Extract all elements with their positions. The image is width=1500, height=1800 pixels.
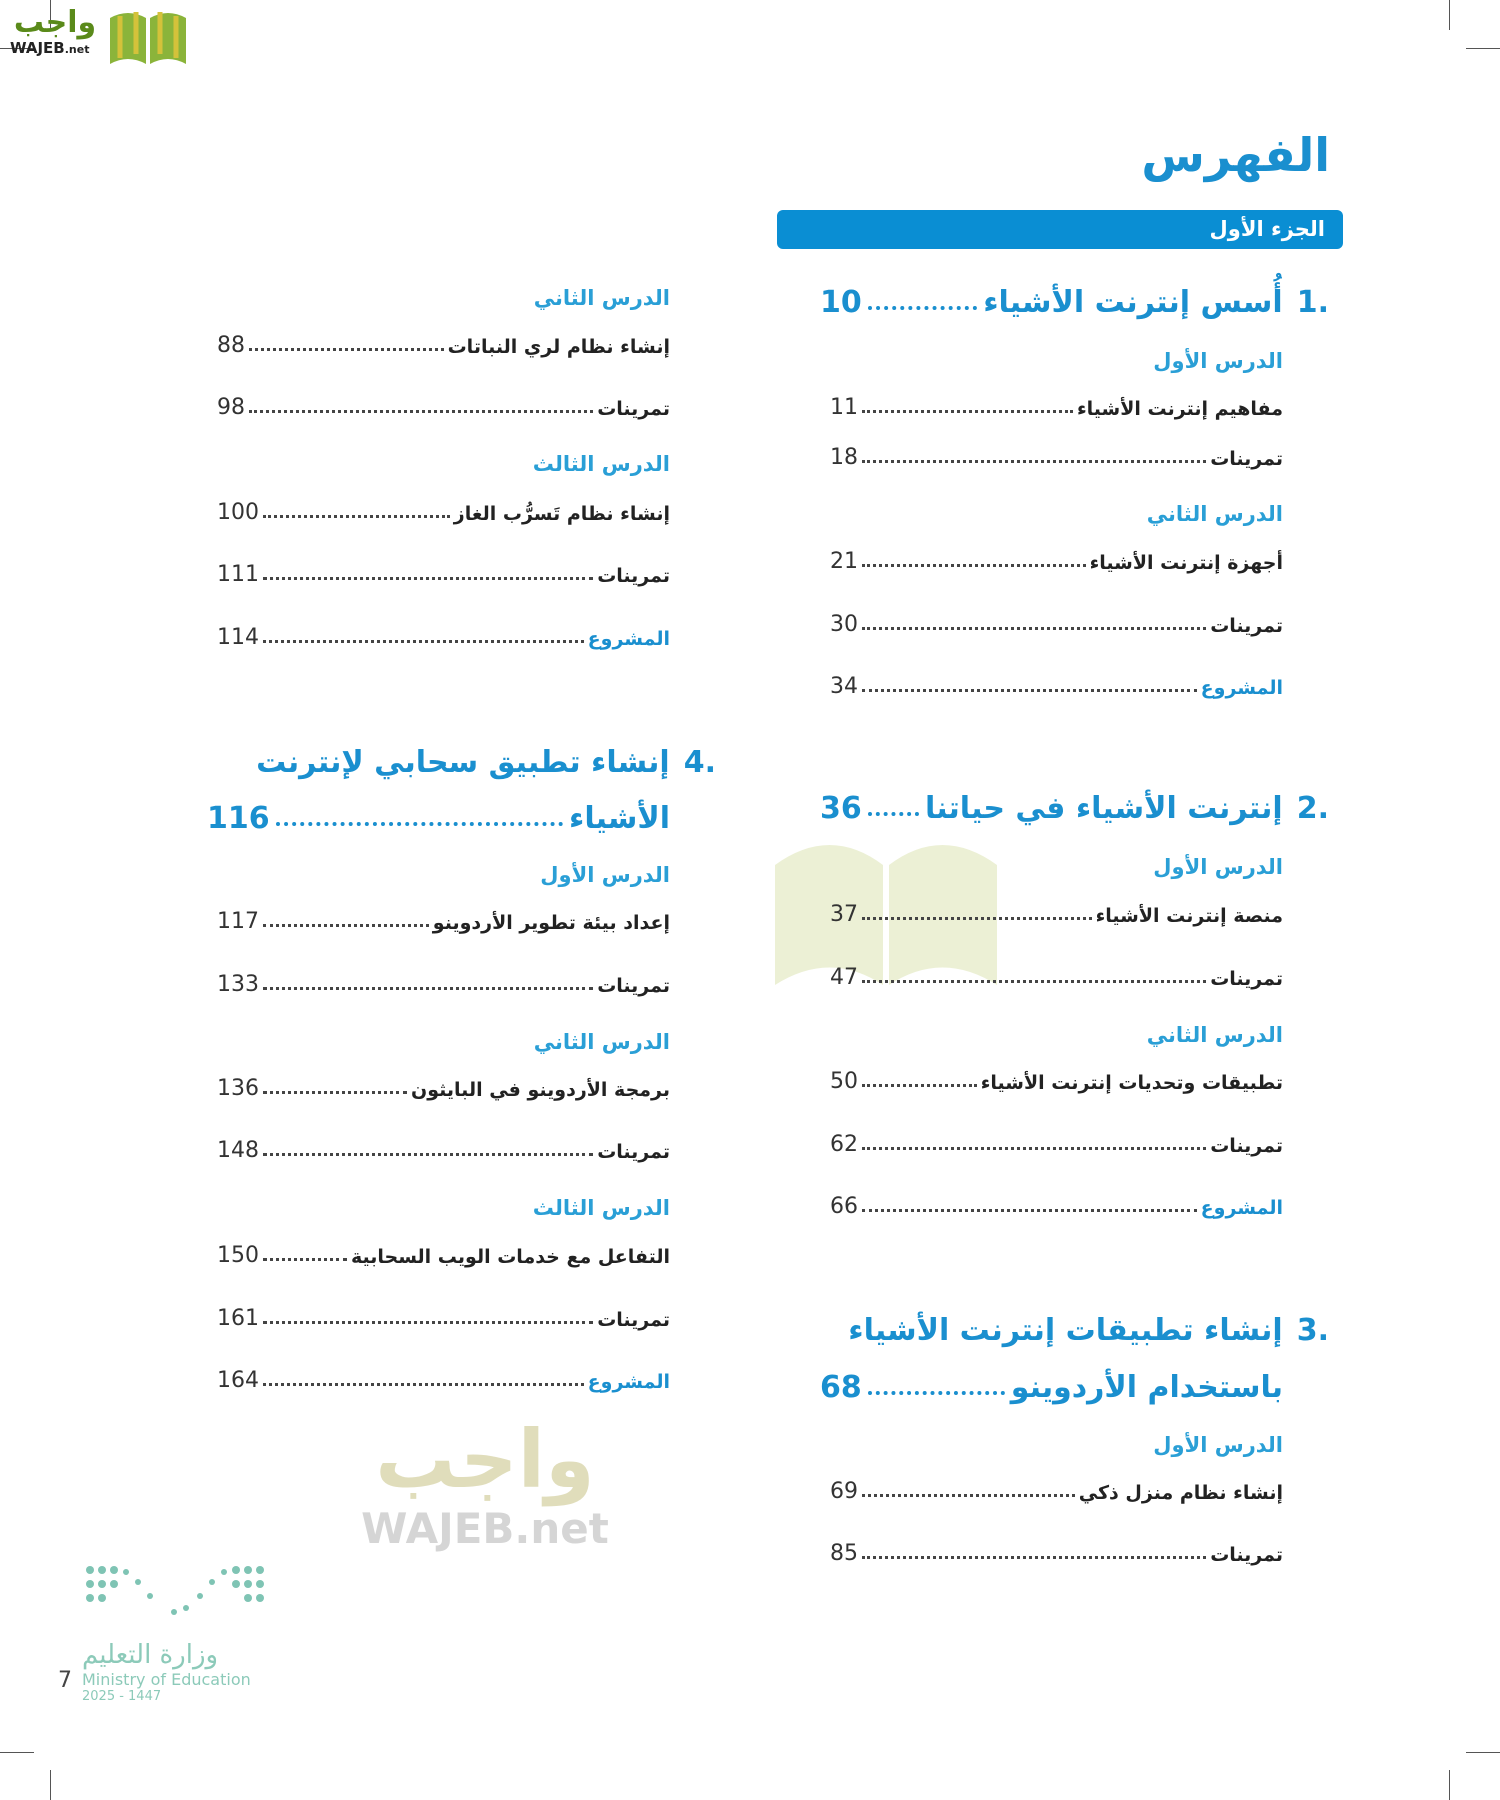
leader-dots	[862, 1147, 1206, 1150]
entry-page: 85	[830, 1541, 858, 1566]
entry-page: 21	[830, 549, 858, 574]
leader-dots	[862, 689, 1197, 692]
entry-title: المشروع	[1200, 1197, 1283, 1219]
entry-page: 11	[830, 395, 858, 420]
entry-title: المشروع	[1200, 677, 1283, 699]
entry-page: 88	[217, 333, 245, 358]
ministry-name: وزارة التعليم Ministry of Education 2025 - 1447	[82, 1640, 251, 1704]
toc-entry[interactable]	[830, 895, 1283, 927]
chapter-title: أُسس إنترنت الأشياء	[983, 285, 1283, 320]
toc-entry[interactable]	[830, 388, 1283, 420]
entry-title: منصة إنترنت الأشياء	[1095, 905, 1283, 927]
chapter-page: 36	[820, 791, 862, 826]
leader-dots	[249, 410, 593, 413]
chapter-number: 1.	[1296, 285, 1329, 320]
lesson-heading: الدرس الثاني	[533, 1030, 670, 1054]
toc-entry[interactable]	[830, 1125, 1283, 1157]
lesson-heading: الدرس الأول	[1153, 349, 1283, 373]
leader-dots	[263, 640, 584, 643]
page-number: 7	[58, 1668, 72, 1693]
crop-mark	[1466, 48, 1500, 49]
entry-page: 66	[830, 1194, 858, 1219]
chapter-page: 68	[820, 1370, 862, 1405]
lesson-heading: الدرس الأول	[540, 863, 670, 887]
lesson-heading: الدرس الثاني	[1146, 1023, 1283, 1047]
leader-dots	[862, 564, 1086, 567]
entry-title: تمرينات	[1210, 1544, 1283, 1566]
leader-dots	[263, 1258, 347, 1261]
project-entry[interactable]	[217, 1361, 670, 1393]
toc-entry[interactable]	[830, 1062, 1283, 1094]
crop-mark	[1449, 1770, 1450, 1800]
chapter-heading[interactable]	[820, 1361, 1283, 1405]
leader-dots	[263, 1383, 584, 1386]
chapter-heading[interactable]	[820, 276, 1329, 320]
toc-entry[interactable]	[217, 1069, 670, 1101]
toc-entry[interactable]	[830, 958, 1283, 990]
entry-title: تمرينات	[597, 398, 670, 420]
leader-dots	[862, 1209, 1197, 1212]
leader-dots	[868, 1391, 1005, 1395]
entry-page: 161	[217, 1306, 259, 1331]
leader-dots	[862, 1556, 1206, 1559]
toc-entry[interactable]	[217, 1131, 670, 1163]
chapter-page: 10	[820, 285, 862, 320]
entry-page: 136	[217, 1076, 259, 1101]
page-title: الفهرس	[1141, 128, 1330, 182]
toc-entry[interactable]	[830, 438, 1283, 470]
chapter-number: 3.	[1296, 1313, 1329, 1348]
leader-dots	[263, 1091, 407, 1094]
entry-title: تطبيقات وتحديات إنترنت الأشياء	[980, 1072, 1283, 1094]
entry-title: تمرينات	[597, 1309, 670, 1331]
chapter-title-line1: إنشاء تطبيقات إنترنت الأشياء	[848, 1313, 1283, 1348]
chapter-heading[interactable]	[820, 782, 1329, 826]
toc-entry[interactable]	[217, 493, 670, 525]
leader-dots	[862, 627, 1206, 630]
entry-title: مفاهيم إنترنت الأشياء	[1076, 398, 1283, 420]
crop-mark	[1449, 0, 1450, 30]
lesson-heading: الدرس الثاني	[1146, 502, 1283, 526]
entry-page: 47	[830, 965, 858, 990]
entry-title: تمرينات	[1210, 1135, 1283, 1157]
entry-page: 111	[217, 562, 259, 587]
leader-dots	[862, 1084, 977, 1087]
leader-dots	[263, 924, 429, 927]
entry-title: تمرينات	[597, 1141, 670, 1163]
entry-title: تمرينات	[1210, 615, 1283, 637]
toc-entry[interactable]	[217, 1299, 670, 1331]
entry-page: 50	[830, 1069, 858, 1094]
entry-page: 117	[217, 909, 259, 934]
entry-page: 133	[217, 972, 259, 997]
entry-title: إنشاء نظام لري النباتات	[447, 336, 670, 358]
entry-page: 98	[217, 395, 245, 420]
leader-dots	[868, 306, 977, 310]
book-logo-icon	[106, 4, 190, 66]
toc-entry[interactable]	[217, 555, 670, 587]
entry-title: تمرينات	[597, 975, 670, 997]
entry-title: تمرينات	[1210, 448, 1283, 470]
entry-page: 34	[830, 674, 858, 699]
entry-page: 150	[217, 1243, 259, 1268]
toc-entry[interactable]	[217, 388, 670, 420]
toc-entry[interactable]	[830, 542, 1283, 574]
entry-title: تمرينات	[1210, 968, 1283, 990]
chapter-title-line2: باستخدام الأردوينو	[1010, 1370, 1283, 1405]
chapter-page: 116	[207, 801, 270, 836]
leader-dots	[263, 1153, 593, 1156]
crop-mark	[1466, 1752, 1500, 1753]
leader-dots	[862, 410, 1073, 413]
leader-dots	[862, 460, 1206, 463]
project-entry[interactable]	[830, 667, 1283, 699]
leader-dots	[263, 1321, 593, 1324]
entry-title: تمرينات	[597, 565, 670, 587]
entry-page: 18	[830, 445, 858, 470]
entry-page: 164	[217, 1368, 259, 1393]
wajeb-logo[interactable]: واجب WAJEB.net	[10, 5, 97, 57]
crop-mark	[0, 1752, 34, 1753]
lesson-heading: الدرس الأول	[1153, 1433, 1283, 1457]
toc-entry[interactable]	[830, 1534, 1283, 1566]
leader-dots	[249, 348, 444, 351]
leader-dots	[263, 987, 593, 990]
toc-entry[interactable]	[830, 1472, 1283, 1504]
toc-entry[interactable]	[217, 902, 670, 934]
chapter-title: إنترنت الأشياء في حياتنا	[925, 791, 1283, 826]
lesson-heading: الدرس الثالث	[532, 1196, 670, 1220]
lesson-heading: الدرس الثالث	[532, 452, 670, 476]
entry-page: 62	[830, 1132, 858, 1157]
leader-dots	[868, 812, 919, 816]
part-banner: الجزء الأول	[777, 210, 1343, 249]
entry-page: 148	[217, 1138, 259, 1163]
entry-title: برمجة الأردوينو في البايثون	[411, 1079, 670, 1101]
toc-entry[interactable]	[217, 965, 670, 997]
chapter-heading[interactable]	[207, 736, 716, 780]
leader-dots	[862, 1494, 1075, 1497]
leader-dots	[263, 577, 593, 580]
entry-title: التفاعل مع خدمات الويب السحابية	[350, 1246, 670, 1268]
crop-mark	[50, 1770, 51, 1800]
entry-page: 114	[217, 625, 259, 650]
entry-title: إنشاء نظام تَسرُّب الغاز	[453, 503, 670, 525]
entry-title: المشروع	[587, 1371, 670, 1393]
toc-entry[interactable]	[830, 605, 1283, 637]
leader-dots	[862, 980, 1206, 983]
leader-dots	[862, 917, 1092, 920]
project-entry[interactable]	[830, 1187, 1283, 1219]
entry-title: إعداد بيئة تطوير الأردوينو	[432, 912, 670, 934]
leader-dots	[263, 515, 450, 518]
chapter-title-line1: إنشاء تطبيق سحابي لإنترنت	[256, 745, 670, 780]
entry-page: 37	[830, 902, 858, 927]
project-entry[interactable]	[217, 618, 670, 650]
entry-title: أجهزة إنترنت الأشياء	[1089, 552, 1283, 574]
ministry-logo-icon	[84, 1562, 266, 1626]
lesson-heading: الدرس الثاني	[533, 286, 670, 310]
lesson-heading: الدرس الأول	[1153, 855, 1283, 879]
chapter-number: 2.	[1296, 791, 1329, 826]
chapter-number: 4.	[683, 745, 716, 780]
entry-page: 30	[830, 612, 858, 637]
entry-title: المشروع	[587, 628, 670, 650]
toc-entry[interactable]	[217, 1236, 670, 1268]
toc-entry[interactable]	[217, 326, 670, 358]
chapter-heading[interactable]	[820, 1304, 1329, 1348]
entry-title: إنشاء نظام منزل ذكي	[1078, 1482, 1283, 1504]
chapter-title-line2: الأشياء	[569, 801, 670, 836]
leader-dots	[276, 822, 563, 826]
entry-page: 69	[830, 1479, 858, 1504]
entry-page: 100	[217, 500, 259, 525]
watermark: واجب WAJEB.net	[361, 1413, 609, 1553]
chapter-heading[interactable]	[207, 792, 670, 836]
